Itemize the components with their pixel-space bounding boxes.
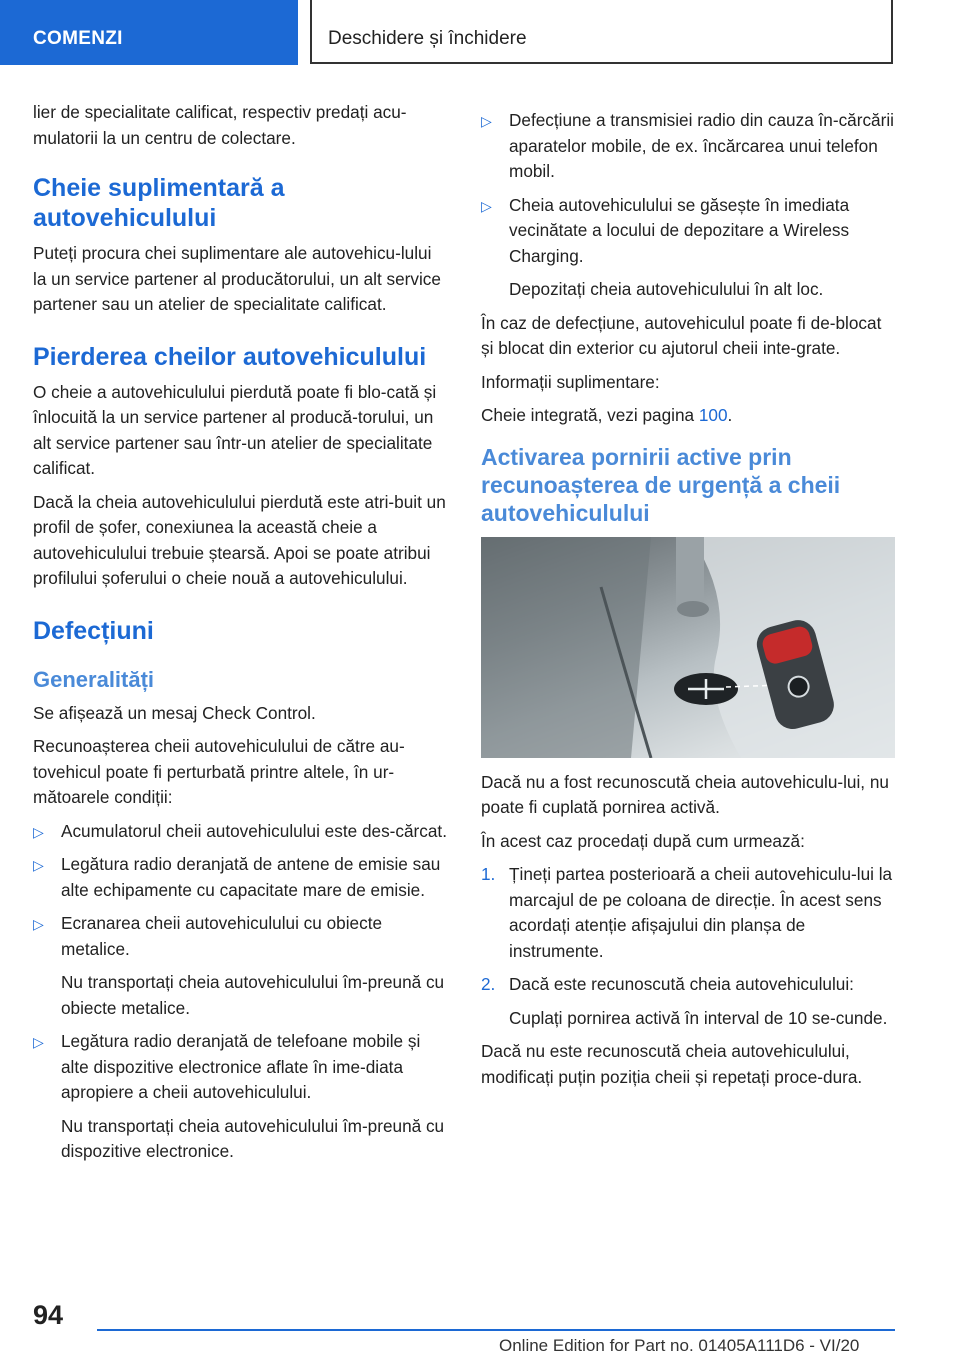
intro-paragraph: lier de specialitate calificat, respectiv predați acu-mulatorii la un centru de colectare. [33,102,407,148]
not-recognized-paragraph: Dacă nu a fost recunoscută cheia autovehiculu-lui, nu poate fi cuplată pornirea activă. [481,771,889,817]
triangle-bullet-icon: ▷ [33,823,44,840]
step-text: Țineți partea posterioară a cheii autovehiculu-lui la marcajul de pe coloana de direcție. În acest sens acordați atenție afișajului din planșa de instrumente. [509,864,893,961]
triangle-bullet-icon: ▷ [481,113,492,129]
lost-keys-paragraph-1: O cheie a autovehiculului pierdută poate fi blo-cată și înlocuită la un service partener al producă-torului, un alt service partener sau într-un atelier de specialitate calificat. [33,381,437,478]
list-item-note: Nu transportați cheia autovehiculului îm-preună cu dispozitive electronice. [61,1115,445,1161]
triangle-bullet-icon: ▷ [33,916,44,932]
not-recognized-2-paragraph: Dacă nu este recunoscută cheia autovehiculului, modificați puțin poziția cheii și repetați proce-dura. [481,1041,863,1087]
step-number: 1. [481,864,496,884]
section-tab [0,0,298,65]
heading-lost-keys: Pierderea cheilor autovehiculului [33,342,427,371]
integrated-key-suffix: . [727,405,733,425]
footer-divider [97,1329,895,1331]
check-control-paragraph: Se afișează un mesaj Check Control. [33,702,316,723]
list-item [481,972,897,998]
footer-edition: Online Edition for Part no. 01405A111D6 - VI/20 [499,1336,860,1355]
proceed-paragraph: În acest caz procedați după cum urmează: [481,830,805,851]
fault-paragraph: În caz de defecțiune, autovehiculul poate fi de-blocat și blocat din exterior cu ajutorul cheii inte-grate. [481,312,882,358]
lost-keys-paragraph-2: Dacă la cheia autovehiculului pierdută este atri-buit un profil de șofer, conexiunea la această cheie a autovehiculului trebuie ștearsă. Apoi se poate atribui profilului șoferului o cheie nouă a autovehiculului. [33,491,446,588]
chapter-header [310,0,893,64]
list-item [481,193,897,270]
step-note: Cuplați pornirea activă în interval de 10 se-cunde. [509,1007,888,1028]
list-item [33,819,449,845]
info-paragraph: Informații suplimentare: [481,371,660,392]
list-item-text: Legătura radio deranjată de telefoane mobile și alte dispozitive electronice aflate în ime-diata apropiere a cheii autovehiculului. [61,1031,421,1102]
heading-general: Generalități [33,666,155,692]
integrated-key-paragraph [481,403,897,429]
heading-faults: Defecțiuni [33,616,154,645]
key-at-steering-column-photo [481,537,895,758]
list-item-text: Ecranarea cheii autovehiculului cu obiecte metalice. [61,913,383,959]
list-item [481,862,897,964]
list-item-text: Acumulatorul cheii autovehiculului este des-cărcat. [61,820,447,841]
extra-key-paragraph: Puteți procura chei suplimentare ale autovehicu-lului la un service partener al producătorului, un alt service partener sau un atelier de specialitate calificat. [33,243,441,314]
step-number: 2. [481,974,496,994]
integrated-key-text: Cheie integrată, vezi pagina [481,405,699,425]
section-label: COMENZI [33,28,123,49]
list-item-text: Defecțiune a transmisiei radio din cauza în-cărcării aparatelor mobile, de ex. încărcarea unui telefon mobil. [509,110,894,181]
triangle-bullet-icon: ▷ [33,1034,44,1050]
heading-emergency-recognition: Activarea pornirii active prin recunoașterea de urgență a cheii autovehiculului [481,443,841,526]
list-item-note: Nu transportați cheia autovehiculului îm-preună cu obiecte metalice. [61,972,445,1018]
chapter-title: Deschidere și închidere [328,28,527,49]
list-item-note: Depozitați cheia autovehiculului în alt loc. [509,279,824,299]
step-text: Dacă este recunoscută cheia autovehiculului: [509,974,854,994]
list-item [33,911,449,962]
list-item-text: Cheia autovehiculului se găsește în imediata vecinătate a locului de depozitare a Wireless Charging. [509,194,850,266]
list-item [33,1029,449,1106]
list-item [481,108,897,185]
page-number: 94 [33,1300,64,1330]
triangle-bullet-icon: ▷ [481,197,492,214]
heading-extra-key: Cheie suplimentară a autovehiculului [33,174,285,232]
left-column [33,100,449,1173]
right-column [481,100,897,1098]
photo-illustration [481,537,895,758]
recognition-paragraph: Recunoașterea cheii autovehiculului de către au-tovehicul poate fi perturbată printre altele, în ur-mătoarele condiții: [33,736,405,807]
page-reference-link[interactable]: 100 [698,405,728,425]
list-item [33,852,449,903]
triangle-bullet-icon: ▷ [33,857,44,873]
list-item-text: Legătura radio deranjată de antene de emisie sau alte echipamente cu capacitate mare de emisie. [61,854,441,900]
